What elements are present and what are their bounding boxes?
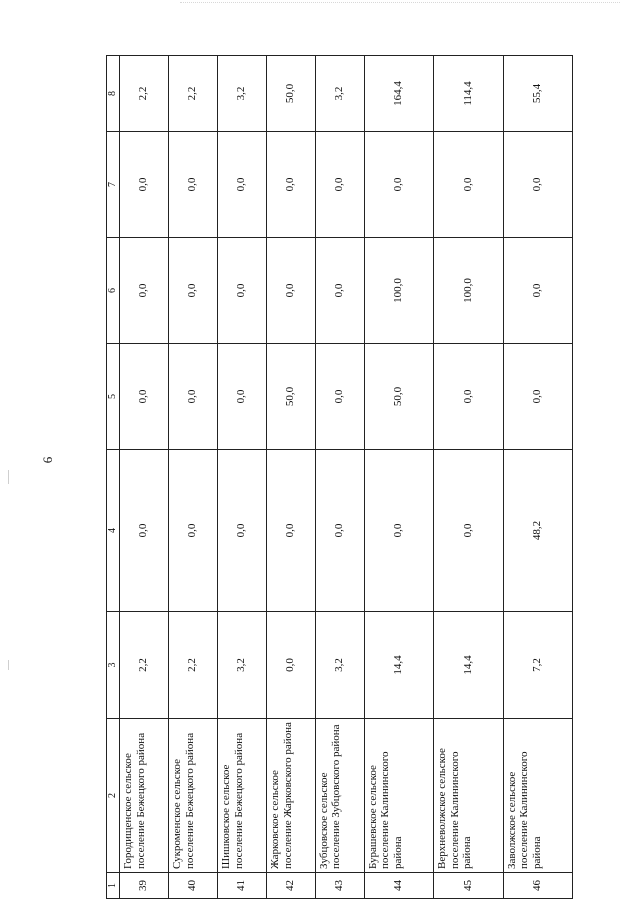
value-cell: 0,0 bbox=[434, 344, 503, 450]
header-cell: 7 bbox=[107, 132, 120, 238]
value-cell: 0,0 bbox=[434, 450, 503, 612]
value-cell: 0,0 bbox=[266, 132, 315, 238]
value-cell: 0,0 bbox=[315, 450, 364, 612]
settlement-name-cell: Верхневолжское сельское поселение Калининского района bbox=[434, 719, 503, 873]
value-cell: 0,0 bbox=[266, 612, 315, 719]
scan-mark bbox=[8, 660, 9, 670]
value-cell: 0,0 bbox=[364, 132, 433, 238]
value-cell: 3,2 bbox=[315, 56, 364, 132]
value-cell: 55,4 bbox=[503, 56, 572, 132]
value-cell: 0,0 bbox=[168, 450, 217, 612]
value-cell: 2,2 bbox=[120, 612, 169, 719]
value-cell: 48,2 bbox=[503, 450, 572, 612]
table-row bbox=[503, 56, 572, 899]
value-cell: 0,0 bbox=[120, 132, 169, 238]
table-row bbox=[266, 56, 315, 899]
settlement-name-cell: Шишковское сельское поселение Бежецкого района bbox=[217, 719, 266, 873]
row-number-cell: 42 bbox=[266, 873, 315, 899]
page-number: 6 bbox=[40, 456, 55, 464]
header-cell: 6 bbox=[107, 238, 120, 344]
row-number-cell: 43 bbox=[315, 873, 364, 899]
header-cell: 4 bbox=[107, 450, 120, 612]
header-cell: 1 bbox=[107, 873, 120, 899]
value-cell: 2,2 bbox=[120, 56, 169, 132]
row-number-cell: 41 bbox=[217, 873, 266, 899]
value-cell: 0,0 bbox=[315, 132, 364, 238]
settlement-name-cell: Жарковское сельское поселение Жарковского района bbox=[266, 719, 315, 873]
row-number-cell: 40 bbox=[168, 873, 217, 899]
value-cell: 164,4 bbox=[364, 56, 433, 132]
settlement-name-cell: Сукроменское сельское поселение Бежецкого района bbox=[168, 719, 217, 873]
value-cell: 0,0 bbox=[168, 238, 217, 344]
value-cell: 14,4 bbox=[364, 612, 433, 719]
value-cell: 0,0 bbox=[217, 344, 266, 450]
row-number-cell: 44 bbox=[364, 873, 433, 899]
value-cell: 0,0 bbox=[266, 450, 315, 612]
value-cell: 2,2 bbox=[168, 612, 217, 719]
value-cell: 0,0 bbox=[315, 238, 364, 344]
row-number-cell: 46 bbox=[503, 873, 572, 899]
table-row bbox=[217, 56, 266, 899]
value-cell: 0,0 bbox=[120, 344, 169, 450]
row-number-cell: 45 bbox=[434, 873, 503, 899]
value-cell: 0,0 bbox=[120, 450, 169, 612]
scan-mark bbox=[8, 470, 9, 484]
table-row bbox=[434, 56, 503, 899]
settlement-name-cell: Заволжское сельское поселение Калининского района bbox=[503, 719, 572, 873]
value-cell: 0,0 bbox=[503, 238, 572, 344]
settlement-name-cell: Городищенское сельское поселение Бежецкого района bbox=[120, 719, 169, 873]
header-cell: 3 bbox=[107, 612, 120, 719]
value-cell: 114,4 bbox=[434, 56, 503, 132]
settlement-name-cell: Бурашевское сельское поселение Калининского района bbox=[364, 719, 433, 873]
header-cell: 8 bbox=[107, 56, 120, 132]
value-cell: 0,0 bbox=[315, 344, 364, 450]
value-cell: 3,2 bbox=[217, 56, 266, 132]
value-cell: 0,0 bbox=[503, 344, 572, 450]
value-cell: 100,0 bbox=[434, 238, 503, 344]
scan-artifact bbox=[180, 2, 620, 7]
value-cell: 0,0 bbox=[217, 238, 266, 344]
value-cell: 50,0 bbox=[266, 344, 315, 450]
value-cell: 0,0 bbox=[168, 344, 217, 450]
value-cell: 0,0 bbox=[120, 238, 169, 344]
value-cell: 7,2 bbox=[503, 612, 572, 719]
settlement-name-cell: Зубцовское сельское поселение Зубцовского района bbox=[315, 719, 364, 873]
value-cell: 100,0 bbox=[364, 238, 433, 344]
rotated-table bbox=[106, 56, 573, 899]
table-header-row bbox=[107, 56, 120, 899]
header-cell: 2 bbox=[107, 719, 120, 873]
value-cell: 0,0 bbox=[266, 238, 315, 344]
value-cell: 50,0 bbox=[364, 344, 433, 450]
row-number-cell: 39 bbox=[120, 873, 169, 899]
value-cell: 3,2 bbox=[315, 612, 364, 719]
value-cell: 0,0 bbox=[217, 450, 266, 612]
value-cell: 3,2 bbox=[217, 612, 266, 719]
table-row bbox=[120, 56, 169, 899]
value-cell: 0,0 bbox=[434, 132, 503, 238]
table-container bbox=[106, 56, 573, 899]
value-cell: 0,0 bbox=[503, 132, 572, 238]
value-cell: 2,2 bbox=[168, 56, 217, 132]
value-cell: 50,0 bbox=[266, 56, 315, 132]
table-row bbox=[364, 56, 433, 899]
data-table bbox=[106, 55, 573, 899]
table-row bbox=[315, 56, 364, 899]
value-cell: 0,0 bbox=[217, 132, 266, 238]
header-cell: 5 bbox=[107, 344, 120, 450]
value-cell: 14,4 bbox=[434, 612, 503, 719]
table-row bbox=[168, 56, 217, 899]
value-cell: 0,0 bbox=[364, 450, 433, 612]
value-cell: 0,0 bbox=[168, 132, 217, 238]
